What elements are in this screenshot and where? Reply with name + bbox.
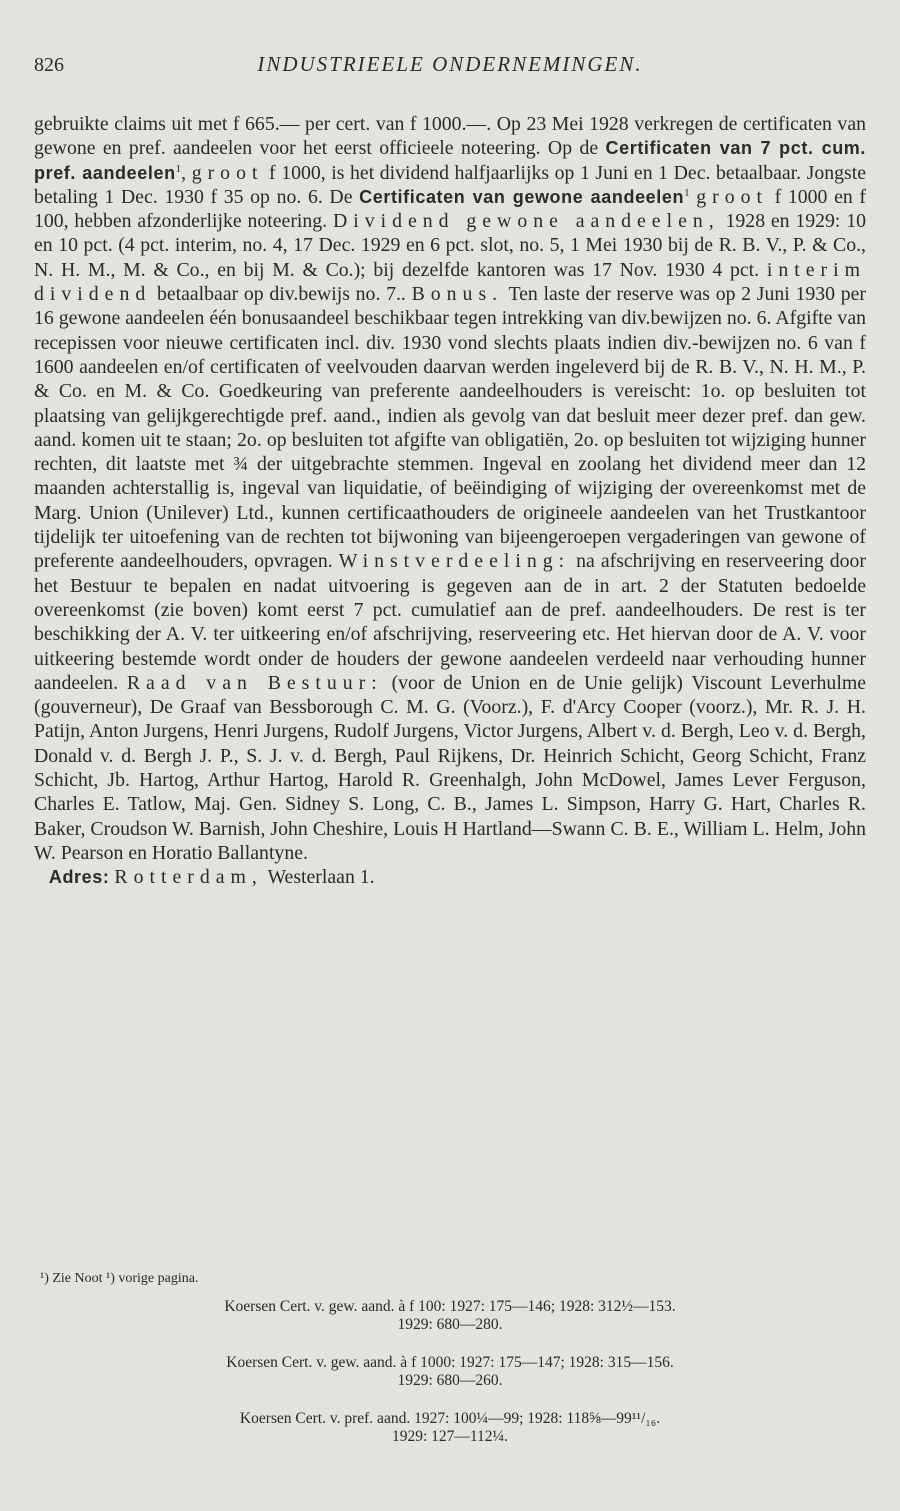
address-city: Rotterdam, bbox=[114, 866, 263, 889]
text-segment: 1928 en 1929: 10 en 10 pct. (4 pct. interim, no. 4, 17 Dec. 1929 en 6 pct. slot, no. 5, 1 Mei 1930 bij de R. B. V., P. & Co., N. H. M., M. & Co., en bij M. & Co.); bij dezelfde kantoren was 17 Nov. 1930 4 pct. bbox=[34, 210, 866, 281]
quotation-item bbox=[0, 1410, 900, 1446]
text-segment: (voor de Union en de Unie gelijk) Viscount Leverhulme (gouverneur), De Graaf van Bessborough C. M. G. (Voorz.), F. d'Arcy Cooper (voorz.), Mr. R. J. H. Patijn, Anton Jurgens, Henri Jurgens, Rudolf Jurgens, Victor Jurgens, Albert v. d. Bergh, Leo v. d. Bergh, Donald v. d. Bergh J. P., S. J. v. d. Bergh, Paul Rijkens, Dr. Heinrich Schicht, Georg Schicht, Franz Schicht, Jb. Hartog, Arthur Hartog, Harold R. Greenhalgh, John McDowel, James Lever Ferguson, Charles E. Tatlow, Maj. Gen. Sidney S. Long, C. B., James L. Simpson, Harry G. Hart, Charles R. Baker, Croudson W. Barnish, John Cheshire, Louis H Hartland—Swann C. B. E., William L. Helm, John W. Pearson en Horatio Ballantyne. bbox=[34, 671, 866, 864]
text-segment: betaalbaar op div.bewijs no. 7.. bbox=[156, 283, 406, 306]
spaced-term-dividend: Dividend gewone aandeelen, bbox=[332, 210, 720, 233]
spaced-term-interim: interim dividend bbox=[34, 258, 866, 306]
text-segment: Ten laste der reserve was op 2 Juni 1930 per 16 gewone aandeelen één bonusaandeel beschikbaar tegen intrekking van div.bewijzen no. 6. Afgifte van recepissen voor nieuwe certificaten incl. div. 1930 vond slechts plaats indien div.-bewijzen no. 6 van f 1600 aandeelen en/of certificaten of veelvouden daarvan werden ingeleverd bij de R. B. V., N. H. M., P. & Co. en M. & Co. Goedkeuring van preferente aandeelhouders is vereischt: 1o. op besluiten tot plaatsing van gelijkgerechtigde pref. aand., indien als gevolg van dat besluit meer dezer pref. dan gew. aand. komen uit te staan; 2o. op besluiten tot afgifte van obligatiën, 2o. op besluiten tot wijziging hunner rechten, dit laatste met ¾ der uitgebrachte stemmen. Ingeval en zoolang het dividend meer dan 12 maanden achterstallig is, ingeval van liquidatie, of beëindiging of wijziging der overeenkomst met de Marg. Union (Unilever) Ltd., kunnen certificaathouders de origineele aandeelen van het Trustkantoor tijdelijk ter uitoefening van de rechten tot bijwoning van bijeengeroepen vergaderingen van gewone of preferente aandeelhouders, opvragen. bbox=[34, 283, 866, 573]
spaced-term-winstverdeeling: Winstverdeeling: bbox=[338, 550, 571, 573]
main-paragraph bbox=[34, 112, 866, 865]
quotation-line: 1929: 127—112¼. bbox=[391, 1428, 509, 1445]
footnote-marker: 1 bbox=[684, 186, 690, 199]
address-label: Adres: bbox=[48, 867, 110, 888]
quotation-line: 1929: 680—280. bbox=[397, 1316, 503, 1333]
spaced-term-bonus: Bonus. bbox=[411, 283, 504, 306]
quotation-line: 1929: 680—260. bbox=[397, 1372, 503, 1389]
text-segment: f 1000 en f 100, hebben afzonderlijke noteering. bbox=[34, 185, 866, 233]
body-text bbox=[34, 112, 866, 890]
text-segment: gebruikte claims uit met f 665.— per cert. van f 1000.—. Op 23 Mei 1928 verkregen de certificaten van gewone en pref. aandeelen voor het eerst officieele noteering. Op de bbox=[34, 113, 866, 160]
spaced-term-groot: groot bbox=[191, 161, 264, 184]
quotation-line: Koersen Cert. v. pref. aand. 1927: 100¼—99; 1928: 118⅝—99¹¹/₁₆. bbox=[239, 1410, 661, 1427]
address-street: Westerlaan 1. bbox=[267, 866, 375, 889]
page-number: 826 bbox=[34, 54, 64, 76]
text-segment: na afschrijving en reserveering door het Bestuur te bepalen en nadat uitvoering is gegeven aan de in art. 2 der Statuten bedoelde overeenkomst (zie boven) komt eerst 7 pct. cumulatief aan de pref. aandeelhouders. De rest is ter beschikking der A. V. ter uitkeering en/of afschrijving, reserveering etc. Het hiervan door de A. V. voor uitkeering bestemde wordt onder de houders der gewone aandeelen verdeeld naar verhouding hunner aandeelen. bbox=[34, 550, 866, 694]
quotation-line: Koersen Cert. v. gew. aand. à f 1000: 1927: 175—147; 1928: 315—156. bbox=[226, 1354, 674, 1371]
spaced-term-groot: groot bbox=[696, 185, 769, 208]
spaced-term-raad: Raad van Bestuur: bbox=[126, 671, 383, 694]
quotations bbox=[0, 1298, 900, 1466]
quotation-item bbox=[0, 1354, 900, 1390]
heading-pref-certificates: Certificaten van 7 pct. cum. pref. aandeelen bbox=[34, 138, 866, 183]
footnote: ¹) Zie Noot ¹) vorige pagina. bbox=[40, 1271, 199, 1286]
page-header bbox=[34, 50, 866, 86]
text-segment: , bbox=[181, 161, 187, 184]
heading-common-certificates: Certificaten van gewone aandeelen bbox=[359, 186, 685, 207]
footnote-marker: 1 bbox=[175, 162, 182, 175]
running-title: INDUSTRIEELE ONDERNEMINGEN. bbox=[257, 52, 643, 76]
quotation-line: Koersen Cert. v. gew. aand. à f 100: 1927: 175—146; 1928: 312½—153. bbox=[224, 1298, 676, 1315]
address-line bbox=[34, 865, 866, 889]
text-segment: f 1000, is het dividend halfjaarlijks op 1 Juni en 1 Dec. betaalbaar. Jongste betaling 1 Dec. 1930 f 35 op no. 6. De bbox=[34, 161, 867, 208]
quotation-item bbox=[0, 1298, 900, 1334]
